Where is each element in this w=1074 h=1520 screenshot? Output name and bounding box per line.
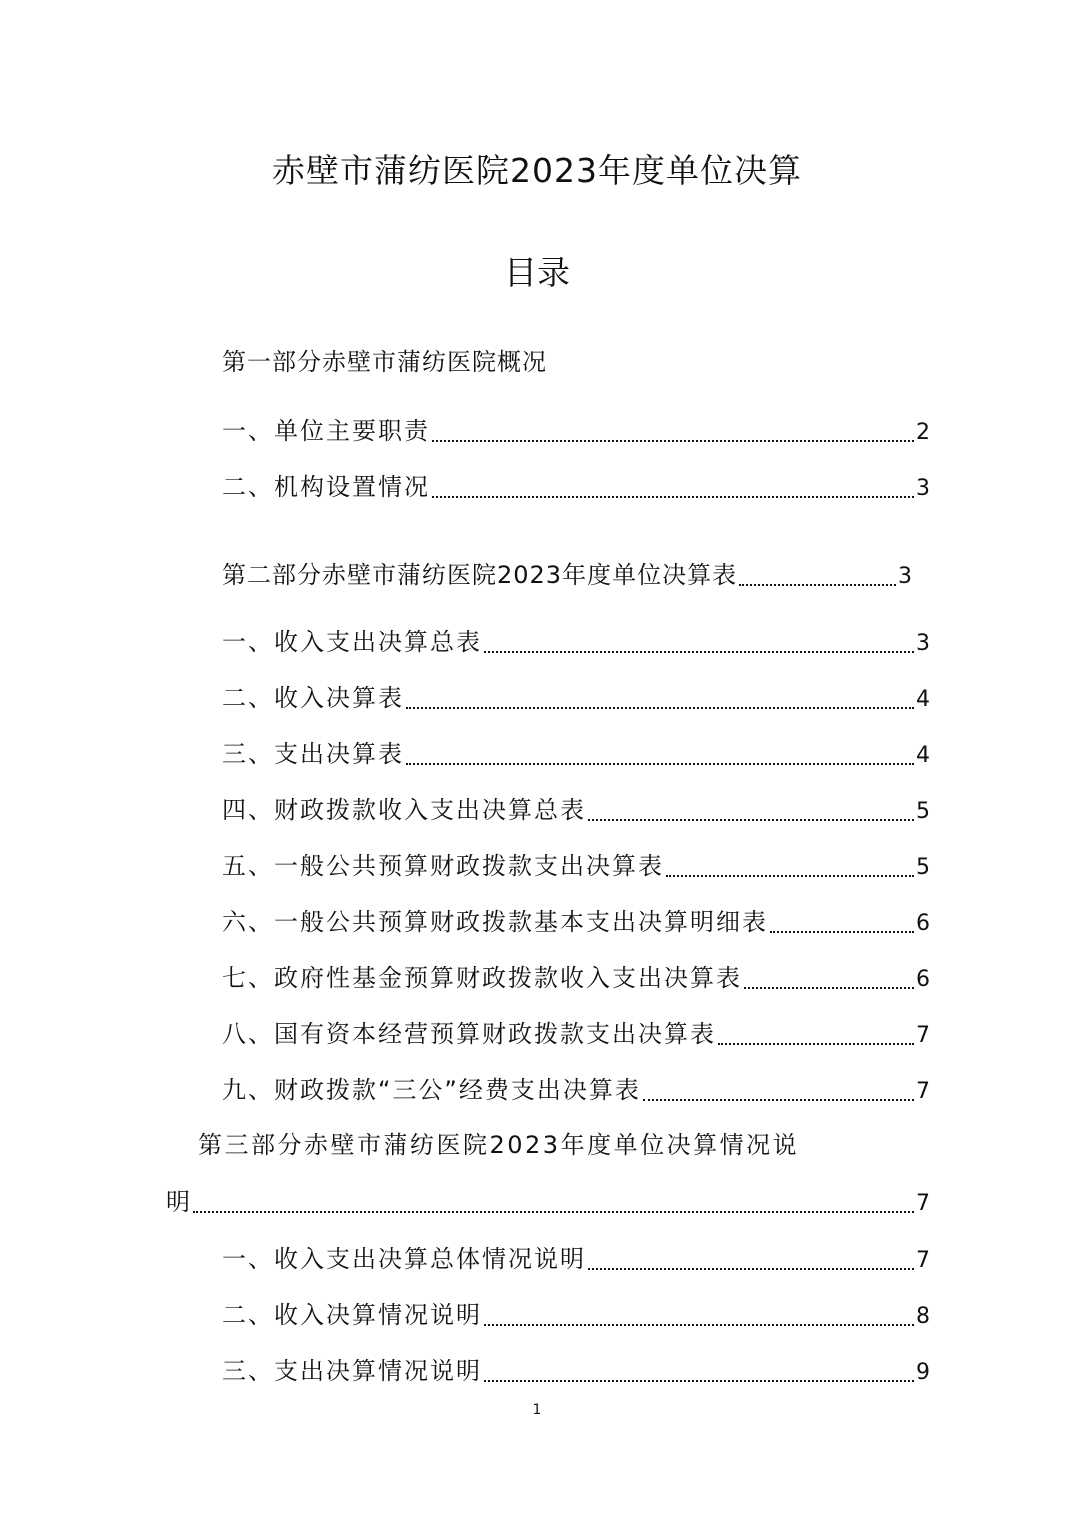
toc-entry-label: 第二部分赤壁市蒲纺医院2023年度单位决算表	[222, 561, 738, 589]
toc-entry-label: 七、政府性基金预算财政拨款收入支出决算表	[222, 964, 742, 992]
toc-leader-dots	[432, 492, 914, 498]
toc-entry-page: 7	[916, 1191, 930, 1216]
toc-entry[interactable]	[222, 681, 930, 717]
toc-leader-dots	[643, 1095, 914, 1101]
toc-leader-dots	[739, 580, 896, 586]
toc-entry-label: 四、财政拨款收入支出决算总表	[222, 796, 586, 824]
toc-entry-page: 6	[916, 967, 930, 992]
toc-entry-page: 5	[916, 855, 930, 880]
toc-entry-page: 9	[916, 1360, 930, 1385]
toc-entry-label: 五、一般公共预算财政拨款支出决算表	[222, 852, 664, 880]
toc-entry-page: 7	[916, 1079, 930, 1104]
toc-entry-label: 九、财政拨款“三公”经费支出决算表	[222, 1076, 641, 1104]
toc-part2-heading[interactable]	[222, 558, 912, 594]
toc-entry[interactable]	[222, 1354, 930, 1390]
toc-entry-label: 一、收入支出决算总表	[222, 628, 482, 656]
toc-leader-dots	[588, 815, 914, 821]
toc-entry-label: 二、机构设置情况	[222, 473, 430, 501]
toc-entry-label: 明	[166, 1188, 191, 1216]
toc-entry-label: 一、单位主要职责	[222, 417, 430, 445]
toc-leader-dots	[588, 1264, 914, 1270]
toc-entry-page: 5	[916, 799, 930, 824]
toc-leader-dots	[484, 647, 914, 653]
toc-entry-label: 六、一般公共预算财政拨款基本支出决算明细表	[222, 908, 768, 936]
toc-entry-page: 8	[916, 1304, 930, 1329]
toc-entry-label: 二、收入决算表	[222, 684, 404, 712]
toc-entry-page: 2	[916, 420, 930, 445]
toc-entry-page: 7	[916, 1023, 930, 1048]
toc-entry-page: 4	[916, 687, 930, 712]
toc-leader-dots	[406, 703, 914, 709]
toc-entry-page: 3	[916, 476, 930, 501]
toc-part1-heading[interactable]: 第一部分赤壁市蒲纺医院概况	[222, 348, 547, 376]
toc-entry[interactable]	[222, 1017, 930, 1053]
toc-entry-page: 7	[916, 1248, 930, 1273]
toc-entry-label: 三、支出决算表	[222, 740, 404, 768]
toc-entry[interactable]	[222, 470, 930, 506]
toc-leader-dots	[484, 1376, 914, 1382]
toc-part3-heading[interactable]: 第三部分赤壁市蒲纺医院2023年度单位决算情况说	[198, 1131, 800, 1159]
toc-entry-label: 二、收入决算情况说明	[222, 1301, 482, 1329]
toc-entry[interactable]	[222, 1073, 930, 1109]
toc-leader-dots	[718, 1039, 914, 1045]
toc-entry[interactable]	[222, 961, 930, 997]
toc-entry[interactable]	[222, 905, 930, 941]
toc-entry-page: 3	[916, 631, 930, 656]
document-title: 赤壁市蒲纺医院2023年度单位决算	[272, 151, 802, 190]
toc-leader-dots	[744, 983, 914, 989]
toc-heading: 目录	[504, 253, 570, 292]
toc-entry-page: 4	[916, 743, 930, 768]
toc-leader-dots	[484, 1320, 914, 1326]
toc-entry-label: 八、国有资本经营预算财政拨款支出决算表	[222, 1020, 716, 1048]
toc-part3-heading-continued[interactable]	[166, 1185, 930, 1221]
toc-entry[interactable]	[222, 414, 930, 450]
toc-leader-dots	[406, 759, 914, 765]
page-number: 1	[532, 1402, 542, 1418]
toc-leader-dots	[666, 871, 914, 877]
toc-entry[interactable]	[222, 849, 930, 885]
toc-leader-dots	[432, 436, 914, 442]
toc-entry[interactable]	[222, 737, 930, 773]
toc-entry[interactable]	[222, 793, 930, 829]
toc-leader-dots	[193, 1207, 914, 1213]
toc-entry[interactable]	[222, 1242, 930, 1278]
toc-entry[interactable]	[222, 625, 930, 661]
toc-entry-label: 三、支出决算情况说明	[222, 1357, 482, 1385]
toc-entry-label: 一、收入支出决算总体情况说明	[222, 1245, 586, 1273]
toc-entry[interactable]	[222, 1298, 930, 1334]
toc-entry-page: 3	[898, 564, 912, 589]
toc-entry-page: 6	[916, 911, 930, 936]
toc-leader-dots	[770, 927, 914, 933]
